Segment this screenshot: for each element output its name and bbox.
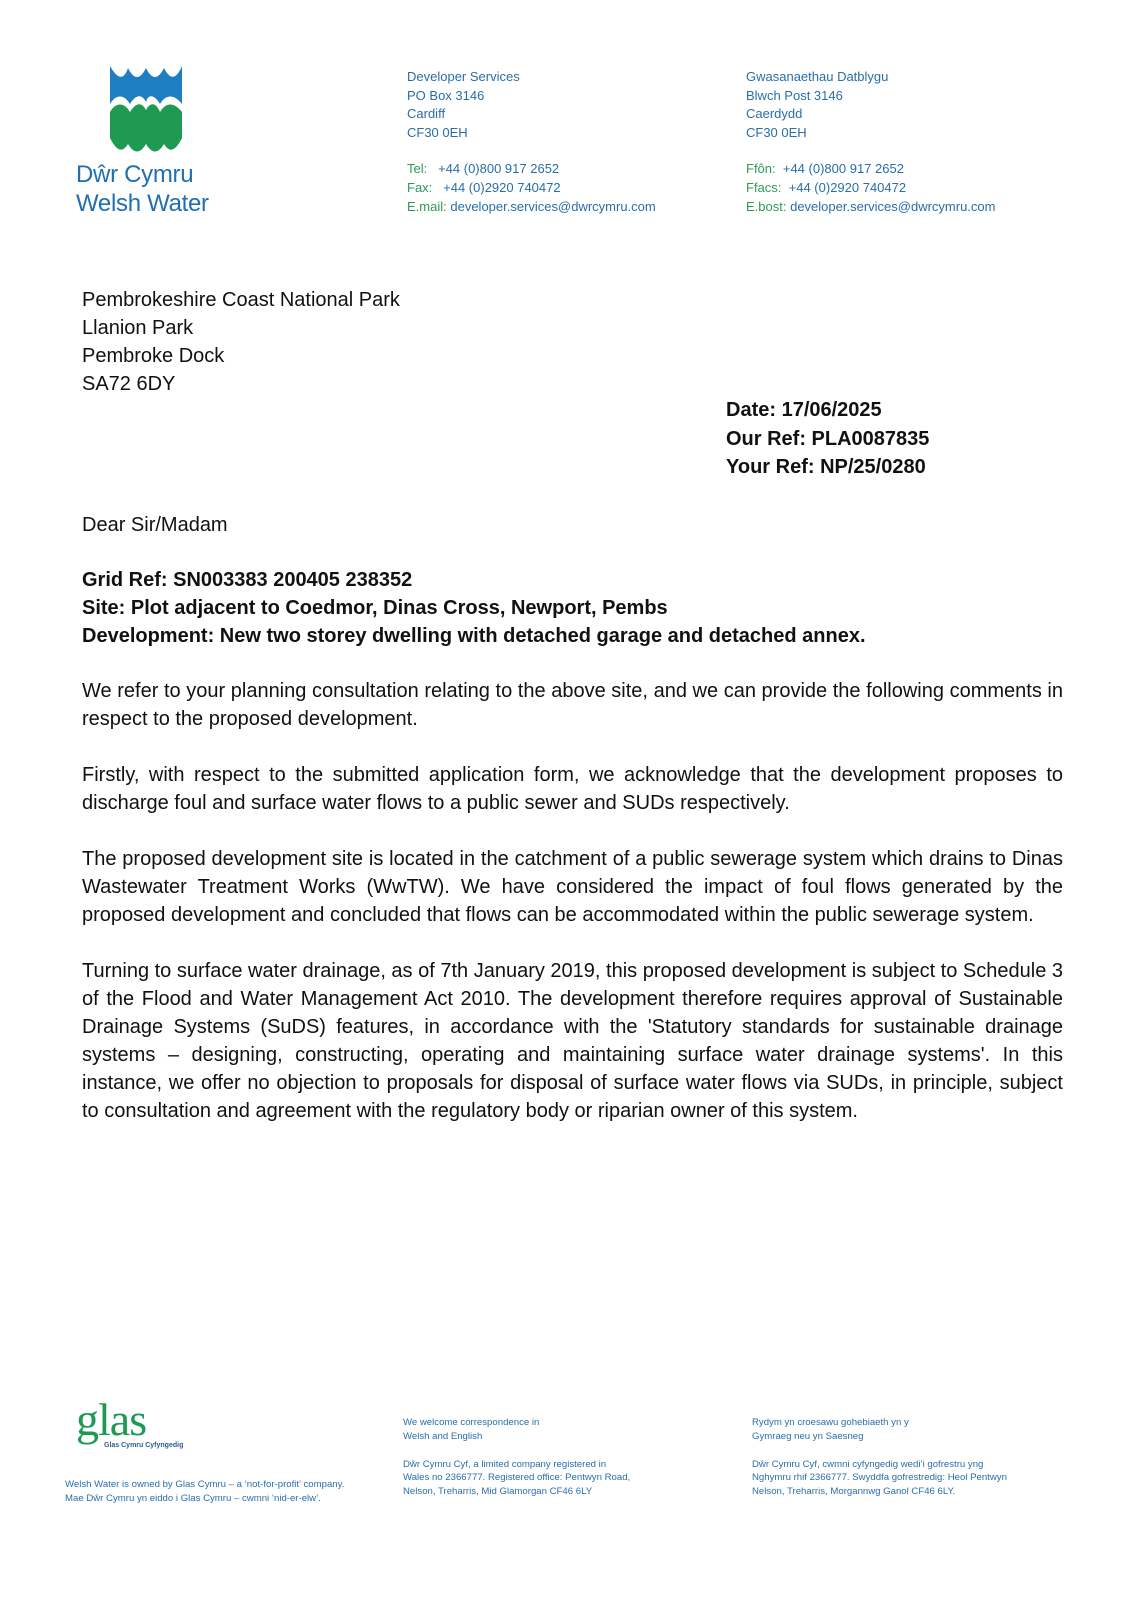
registration-line: Nelson, Treharris, Mid Glamorgan CF46 6LY bbox=[403, 1486, 593, 1498]
contact-tel-cy bbox=[746, 160, 995, 179]
reference-block bbox=[726, 396, 929, 482]
recipient-line: Pembrokeshire Coast National Park bbox=[82, 289, 400, 311]
fax-value: +44 (0)2920 740472 bbox=[443, 179, 561, 195]
letter-body bbox=[82, 511, 1063, 1153]
contact-po-box: PO Box 3146 bbox=[407, 87, 485, 103]
your-reference: Your Ref: NP/25/0280 bbox=[726, 456, 926, 478]
contact-tel bbox=[407, 160, 656, 179]
fax-label: Fax: bbox=[407, 179, 433, 195]
paragraph-intro: We refer to your planning consultation relating to the above site, and we can provide the following comments in respect to the proposed development. bbox=[82, 680, 1063, 730]
contact-postcode-cy: CF30 0EH bbox=[746, 124, 807, 140]
fax-label-cy: Ffacs: bbox=[746, 179, 782, 195]
paragraph-application-form: Firstly, with respect to the submitted application form, we acknowledge that the development proposes to discharge foul and surface water flows to a public sewer and SUDs respectively. bbox=[82, 764, 1063, 814]
registration-line-cy: Nghymru rhif 2366777. Swyddfa gofrestredig: Heol Pentwyn bbox=[752, 1472, 1007, 1484]
ownership-english: Welsh Water is owned by Glas Cymru – a ‘not-for-profit’ company. bbox=[65, 1479, 345, 1490]
contact-po-box-cy: Blwch Post 3146 bbox=[746, 87, 843, 103]
logo-line-welsh: Dŵr Cymru bbox=[76, 161, 194, 188]
paragraph-foul-flows: The proposed development site is located in the catchment of a public sewerage system which drains to Dinas Wastewater Treatment Works (WwTW). We have considered the impact of foul flows generated by the proposed development and concluded that flows can be accommodated within the public sewerage system. bbox=[82, 848, 1063, 926]
contact-dept: Developer Services bbox=[407, 69, 520, 84]
contact-city: Cardiff bbox=[407, 106, 446, 122]
development-description: Development: New two storey dwelling with detached garage and detached annex. bbox=[82, 625, 866, 647]
footer-english bbox=[403, 1416, 630, 1499]
our-reference: Our Ref: PLA0087835 bbox=[726, 427, 930, 450]
glas-cymru-logo bbox=[76, 1394, 184, 1449]
subject-block bbox=[82, 566, 1063, 650]
contact-block-english bbox=[407, 68, 656, 216]
email-link-cy[interactable]: developer.services@dwrcymru.com bbox=[790, 198, 996, 214]
logo-line-english: Welsh Water bbox=[76, 190, 209, 217]
contact-email bbox=[407, 198, 656, 217]
email-label: E.mail: bbox=[407, 198, 447, 214]
contact-postcode: CF30 0EH bbox=[407, 124, 468, 140]
registration-line: Wales no 2366777. Registered office: Pentwyn Road, bbox=[403, 1472, 631, 1484]
welcome-line: Welsh and English bbox=[403, 1430, 483, 1442]
salutation: Dear Sir/Madam bbox=[82, 514, 228, 536]
contact-dept-cy: Gwasanaethau Datblygu bbox=[746, 69, 889, 84]
registration-line: Dŵr Cymru Cyf, a limited company registered in bbox=[403, 1458, 607, 1470]
contact-block-welsh bbox=[746, 68, 995, 216]
contact-fax bbox=[407, 179, 656, 198]
grid-reference: Grid Ref: SN003383 200405 238352 bbox=[82, 569, 413, 591]
tel-label-cy: Ffôn: bbox=[746, 161, 776, 177]
footer-welsh bbox=[752, 1416, 1007, 1499]
welsh-water-logo bbox=[76, 64, 226, 218]
paragraph-surface-water: Turning to surface water drainage, as of 7th January 2019, this proposed development is subject to Schedule 3 of the Flood and Water Management Act 2010. The development therefore requires approval of Sustainable Drainage Systems (SuDS) features, in accordance with the 'Statutory standards for sustainable drainage systems – designing, constructing, operating and maintaining surface water drainage systems'. In this instance, we offer no objection to proposals for disposal of surface water flows via SUDs, in principle, subject to consultation and agreement with the regulatory body or riparian owner of this system. bbox=[82, 960, 1063, 1122]
glas-wordmark: glas bbox=[76, 1394, 147, 1445]
welcome-line: We welcome correspondence in bbox=[403, 1417, 540, 1428]
glas-subtitle: Glas Cymru Cyfyngedig bbox=[104, 1442, 184, 1449]
site-description: Site: Plot adjacent to Coedmor, Dinas Cross, Newport, Pembs bbox=[82, 597, 668, 619]
wave-logo-icon bbox=[108, 64, 184, 156]
letter-date: Date: 17/06/2025 bbox=[726, 399, 882, 421]
recipient-line: Pembroke Dock bbox=[82, 345, 225, 367]
tel-value-cy: +44 (0)800 917 2652 bbox=[782, 161, 904, 177]
email-label-cy: E.bost: bbox=[746, 198, 787, 214]
email-link[interactable]: developer.services@dwrcymru.com bbox=[450, 198, 656, 214]
contact-fax-cy bbox=[746, 179, 995, 198]
ownership-statement bbox=[65, 1478, 344, 1505]
welcome-line-cy: Rydym yn croesawu gohebiaeth yn y bbox=[752, 1417, 909, 1428]
recipient-line: SA72 6DY bbox=[82, 373, 176, 395]
contact-city-cy: Caerdydd bbox=[746, 106, 803, 122]
tel-value: +44 (0)800 917 2652 bbox=[438, 161, 560, 177]
recipient-line: Llanion Park bbox=[82, 317, 194, 339]
recipient-address bbox=[82, 286, 400, 398]
registration-line-cy: Dŵr Cymru Cyf, cwmni cyfyngedig wedi’i gofrestru yng bbox=[752, 1458, 984, 1470]
tel-label: Tel: bbox=[407, 161, 428, 177]
fax-value-cy: +44 (0)2920 740472 bbox=[788, 179, 907, 195]
ownership-welsh: Mae Dŵr Cymru yn eiddo i Glas Cymru – cwmni ‘nid-er-elw’. bbox=[65, 1492, 321, 1504]
contact-email-cy bbox=[746, 198, 995, 217]
registration-line-cy: Nelson, Treharris, Morgannwg Ganol CF46 6LY. bbox=[752, 1486, 956, 1498]
welcome-line-cy: Gymraeg neu yn Saesneg bbox=[752, 1430, 864, 1442]
